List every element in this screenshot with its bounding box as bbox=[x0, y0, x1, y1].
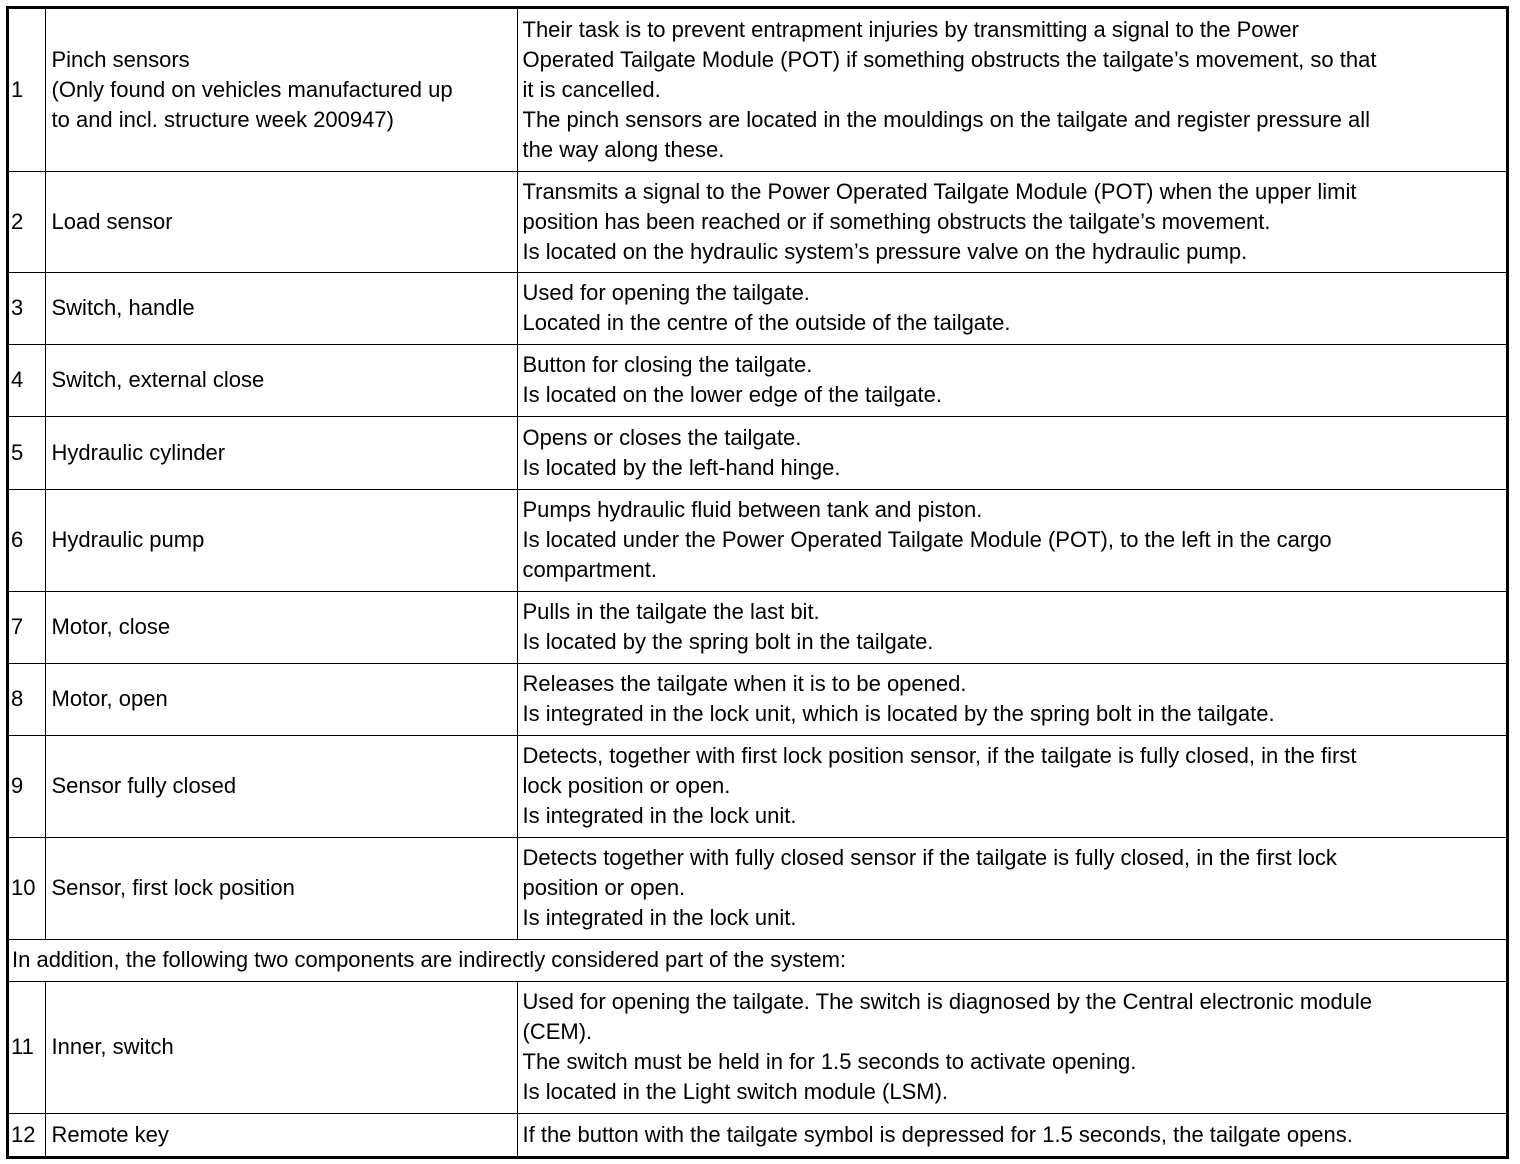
table-row bbox=[9, 735, 1506, 837]
description-line: Detects, together with first lock position sensor, if the tailgate is fully closed, in the first bbox=[522, 743, 1357, 768]
description-line: Is integrated in the lock unit, which is located by the spring bolt in the tailgate. bbox=[522, 701, 1275, 726]
description-line: The pinch sensors are located in the mouldings on the tailgate and register pressure all bbox=[522, 106, 1370, 132]
description-line: it is cancelled. bbox=[522, 76, 661, 102]
item-number: 11 bbox=[9, 981, 45, 1113]
component-name-line: Sensor, first lock position bbox=[51, 875, 295, 900]
item-number: 4 bbox=[9, 344, 45, 416]
component-name-line: Sensor fully closed bbox=[51, 773, 237, 798]
component-description bbox=[517, 171, 1506, 272]
component-description bbox=[517, 837, 1506, 939]
description-line: Pulls in the tailgate the last bit. bbox=[522, 599, 820, 624]
table-row bbox=[9, 1113, 1506, 1156]
component-description bbox=[517, 272, 1506, 344]
component-name-line: Load sensor bbox=[51, 208, 173, 234]
description-line: Is located in the Light switch module (LSM). bbox=[522, 1079, 949, 1104]
component-name bbox=[45, 489, 517, 591]
description-line: Used for opening the tailgate. bbox=[522, 280, 810, 305]
item-number: 3 bbox=[9, 272, 45, 344]
description-line: lock position or open. bbox=[522, 773, 731, 798]
component-description bbox=[517, 1113, 1506, 1156]
table-row bbox=[9, 663, 1506, 735]
description-line: Located in the centre of the outside of the tailgate. bbox=[522, 310, 1011, 335]
table-row bbox=[9, 9, 1506, 171]
description-line: Is located by the spring bolt in the tailgate. bbox=[522, 629, 934, 654]
component-name bbox=[45, 1113, 517, 1156]
description-line: Is integrated in the lock unit. bbox=[522, 803, 797, 828]
component-name-line: Motor, open bbox=[51, 686, 168, 711]
description-line: Is located under the Power Operated Tailgate Module (POT), to the left in the cargo bbox=[522, 527, 1332, 552]
table-note-row bbox=[9, 939, 1506, 981]
component-name bbox=[45, 591, 517, 663]
component-name-line: Inner, switch bbox=[51, 1034, 174, 1059]
item-number: 7 bbox=[9, 591, 45, 663]
item-number: 2 bbox=[9, 171, 45, 272]
component-name bbox=[45, 663, 517, 735]
component-name-line: Switch, handle bbox=[51, 295, 195, 320]
item-number: 10 bbox=[9, 837, 45, 939]
description-line: position or open. bbox=[522, 875, 686, 900]
description-line: Transmits a signal to the Power Operated Tailgate Module (POT) when the upper limit bbox=[522, 178, 1357, 204]
table-row bbox=[9, 981, 1506, 1113]
table-row bbox=[9, 591, 1506, 663]
description-line: Button for closing the tailgate. bbox=[522, 352, 813, 377]
component-name-line: Remote key bbox=[51, 1121, 169, 1147]
component-name-line: Motor, close bbox=[51, 614, 171, 639]
component-name bbox=[45, 344, 517, 416]
description-line: Used for opening the tailgate. The switch is diagnosed by the Central electronic module bbox=[522, 989, 1373, 1014]
description-line: position has been reached or if something obstructs the tailgate’s movement. bbox=[522, 208, 1271, 234]
description-line: Releases the tailgate when it is to be opened. bbox=[522, 671, 967, 696]
component-description bbox=[517, 344, 1506, 416]
description-line: Their task is to prevent entrapment injuries by transmitting a signal to the Power bbox=[522, 16, 1299, 42]
description-line: The switch must be held in for 1.5 seconds to activate opening. bbox=[522, 1049, 1137, 1074]
component-description bbox=[517, 735, 1506, 837]
component-name-line: (Only found on vehicles manufactured up bbox=[51, 76, 453, 102]
component-name bbox=[45, 735, 517, 837]
component-name-line: Hydraulic cylinder bbox=[51, 439, 226, 465]
description-line: If the button with the tailgate symbol is depressed for 1.5 seconds, the tailgate opens. bbox=[522, 1121, 1353, 1147]
table-row bbox=[9, 171, 1506, 272]
component-description bbox=[517, 489, 1506, 591]
description-line: Pumps hydraulic fluid between tank and piston. bbox=[522, 497, 983, 522]
components-table bbox=[9, 9, 1506, 1156]
component-name-line: Pinch sensors bbox=[51, 46, 190, 72]
item-number: 1 bbox=[9, 9, 45, 171]
description-line: Opens or closes the tailgate. bbox=[522, 424, 802, 450]
description-line: (CEM). bbox=[522, 1019, 593, 1044]
item-number: 6 bbox=[9, 489, 45, 591]
description-line: Is located on the lower edge of the tailgate. bbox=[522, 382, 943, 407]
component-name bbox=[45, 272, 517, 344]
table-row bbox=[9, 489, 1506, 591]
description-line: compartment. bbox=[522, 557, 657, 582]
description-line: Is located by the left-hand hinge. bbox=[522, 454, 841, 480]
component-description bbox=[517, 591, 1506, 663]
component-name bbox=[45, 9, 517, 171]
table-row bbox=[9, 837, 1506, 939]
component-description bbox=[517, 416, 1506, 489]
component-name-line: Hydraulic pump bbox=[51, 527, 205, 552]
table-row bbox=[9, 416, 1506, 489]
component-description bbox=[517, 9, 1506, 171]
item-number: 8 bbox=[9, 663, 45, 735]
component-name-line: Switch, external close bbox=[51, 367, 265, 392]
item-number: 5 bbox=[9, 416, 45, 489]
description-line: Is integrated in the lock unit. bbox=[522, 905, 797, 930]
component-name bbox=[45, 416, 517, 489]
description-line: Operated Tailgate Module (POT) if something obstructs the tailgate’s movement, so that bbox=[522, 46, 1377, 72]
component-name bbox=[45, 171, 517, 272]
description-line: the way along these. bbox=[522, 136, 725, 162]
component-description bbox=[517, 981, 1506, 1113]
component-name bbox=[45, 837, 517, 939]
table-row bbox=[9, 272, 1506, 344]
component-name-line: to and incl. structure week 200947) bbox=[51, 106, 394, 132]
section-note: In addition, the following two components are indirectly considered part of the system: bbox=[9, 939, 1506, 981]
component-name bbox=[45, 981, 517, 1113]
item-number: 9 bbox=[9, 735, 45, 837]
item-number: 12 bbox=[9, 1113, 45, 1156]
table-row bbox=[9, 344, 1506, 416]
description-line: Detects together with fully closed sensor if the tailgate is fully closed, in the first lock bbox=[522, 845, 1337, 870]
description-line: Is located on the hydraulic system’s pressure valve on the hydraulic pump. bbox=[522, 238, 1248, 264]
component-description bbox=[517, 663, 1506, 735]
